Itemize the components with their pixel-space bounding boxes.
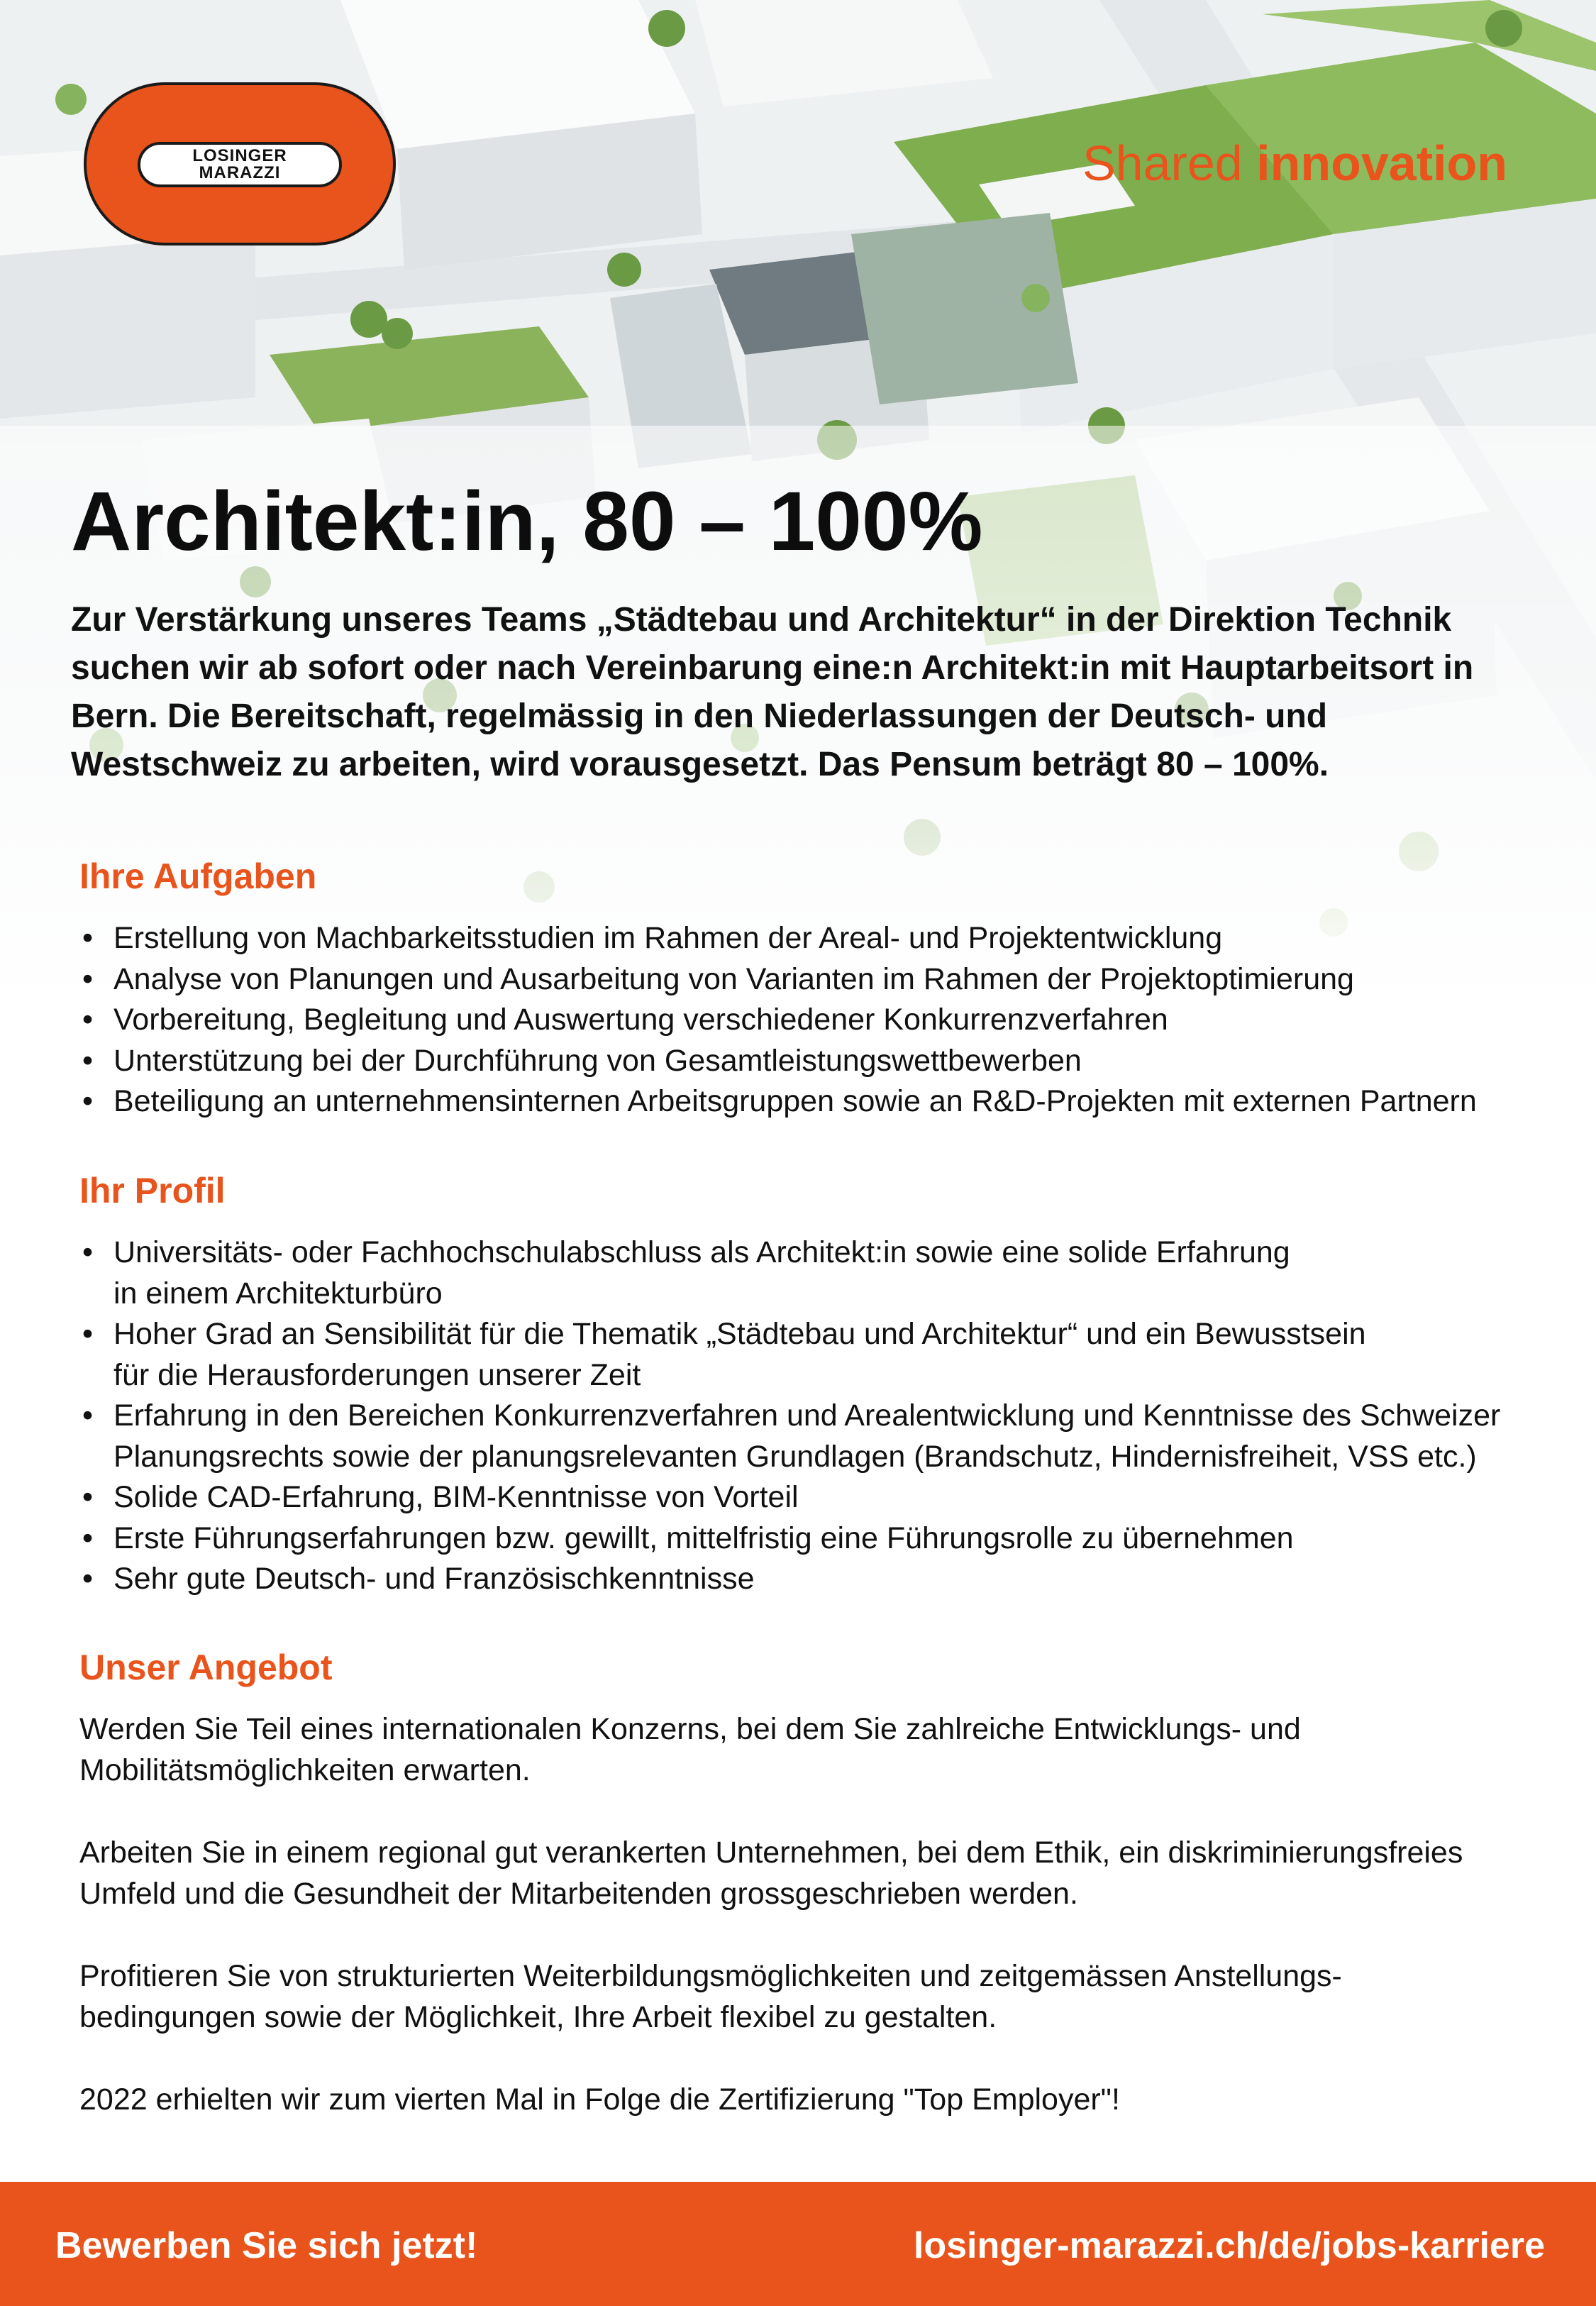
profile-list (79, 1232, 1526, 1600)
bullet-icon: • (82, 961, 94, 996)
bullet-icon: • (82, 1480, 94, 1514)
tasks-heading: Ihre Aufgaben (79, 856, 317, 896)
tagline-light: Shared (1082, 136, 1257, 191)
tagline (1082, 135, 1507, 192)
list-item: • Unterstützung bei der Durchführung von Gesamtleistungswettbewerben (79, 1041, 1526, 1082)
apply-now-cta[interactable]: Bewerben Sie sich jetzt! (55, 2225, 478, 2266)
tasks-list (79, 918, 1526, 1122)
bullet-icon: • (82, 1003, 94, 1037)
list-item: • Sehr gute Deutsch- und Französischkenntnisse (79, 1559, 1526, 1600)
footer-bar (0, 2182, 1596, 2306)
losinger-marazzi-logo (84, 82, 396, 246)
list-item: • Solide CAD-Erfahrung, BIM-Kenntnisse von Vorteil (79, 1477, 1526, 1518)
bullet-icon: • (82, 1043, 94, 1078)
bullet-icon: • (82, 1317, 94, 1351)
list-item: • Vorbereitung, Begleitung und Auswertung verschiedener Konkurrenzverfahren (79, 1000, 1526, 1041)
tagline-bold: innovation (1256, 136, 1507, 191)
logo-text-line1: LOSINGER (192, 146, 287, 165)
bullet-icon: • (82, 1562, 94, 1596)
list-item: • Beteiligung an unternehmensinternen Arbeitsgruppen sowie an R&D-Projekten mit externen Partnern (79, 1081, 1526, 1122)
offer-heading: Unser Angebot (79, 1648, 333, 1687)
bullet-icon: • (82, 1399, 94, 1433)
bullet-icon: • (82, 1084, 94, 1118)
logo-pill (138, 142, 342, 187)
bullet-icon: • (82, 1521, 94, 1555)
list-item: • Erste Führungserfahrungen bzw. gewillt, mittelfristig eine Führungsrolle zu übernehmen (79, 1518, 1526, 1560)
offer-paragraph-3: Profitieren Sie von strukturierten Weiterbildungsmöglichkeiten und zeitgemässen Anstellungs- bedingungen sowie der Möglichkeit, Ihre Arbeit flexibel zu gestalten. (79, 1959, 1342, 2034)
offer-paragraph-1: Werden Sie Teil eines internationalen Konzerns, bei dem Sie zahlreiche Entwicklungs- und Mobilitätsmöglichkeiten erwarten. (79, 1712, 1301, 1787)
list-item: • Analyse von Planungen und Ausarbeitung von Varianten im Rahmen der Projektoptimierung (79, 959, 1526, 1000)
list-item: • Universitäts- oder Fachhochschulabschluss als Architekt:in sowie eine solide Erfahrung in einem Architekturbüro (79, 1232, 1526, 1314)
offer-paragraph-2: Arbeiten Sie in einem regional gut verankerten Unternehmen, bei dem Ethik, ein diskriminierungsfreies Umfeld und die Gesundheit der Mitarbeitenden grossgeschrieben werden. (79, 1836, 1463, 1911)
profile-heading: Ihr Profil (79, 1171, 226, 1210)
offer-paragraph-4: 2022 erhielten wir zum vierten Mal in Folge die Zertifizierung "Top Employer"! (79, 2082, 1120, 2117)
bullet-icon: • (82, 1235, 94, 1269)
list-item: • Erfahrung in den Bereichen Konkurrenzverfahren und Arealentwicklung und Kenntnisse des Schweizer Planungsrechts sowie der planungsrelevanten Grundlagen (Brandschutz, Hindernisfreiheit, VSS etc.) (79, 1396, 1526, 1477)
careers-link[interactable]: losinger-marazzi.ch/de/jobs-karriere (913, 2225, 1545, 2266)
list-item: • Hoher Grad an Sensibilität für die Thematik „Städtebau und Architektur“ und ein Bewusstsein für die Herausforderungen unserer Zeit (79, 1314, 1526, 1396)
job-title: Architekt:in, 80 – 100% (71, 475, 983, 568)
bullet-icon: • (82, 921, 94, 955)
job-intro: Zur Verstärkung unseres Teams „Städtebau und Architektur“ in der Direktion Technik suchen wir ab sofort oder nach Vereinbarung eine:n Architekt:in mit Hauptarbeitsort in Bern. Die Bereitschaft, regelmässig in den Niederlassungen der Deutsch- und Westschweiz zu arbeiten, wird vorausgesetzt. Das Pensum beträgt 80 – 100%. (71, 601, 1474, 783)
logo-text-line2: MARAZZI (199, 163, 281, 182)
list-item: • Erstellung von Machbarkeitsstudien im Rahmen der Areal- und Projektentwicklung (79, 918, 1526, 959)
